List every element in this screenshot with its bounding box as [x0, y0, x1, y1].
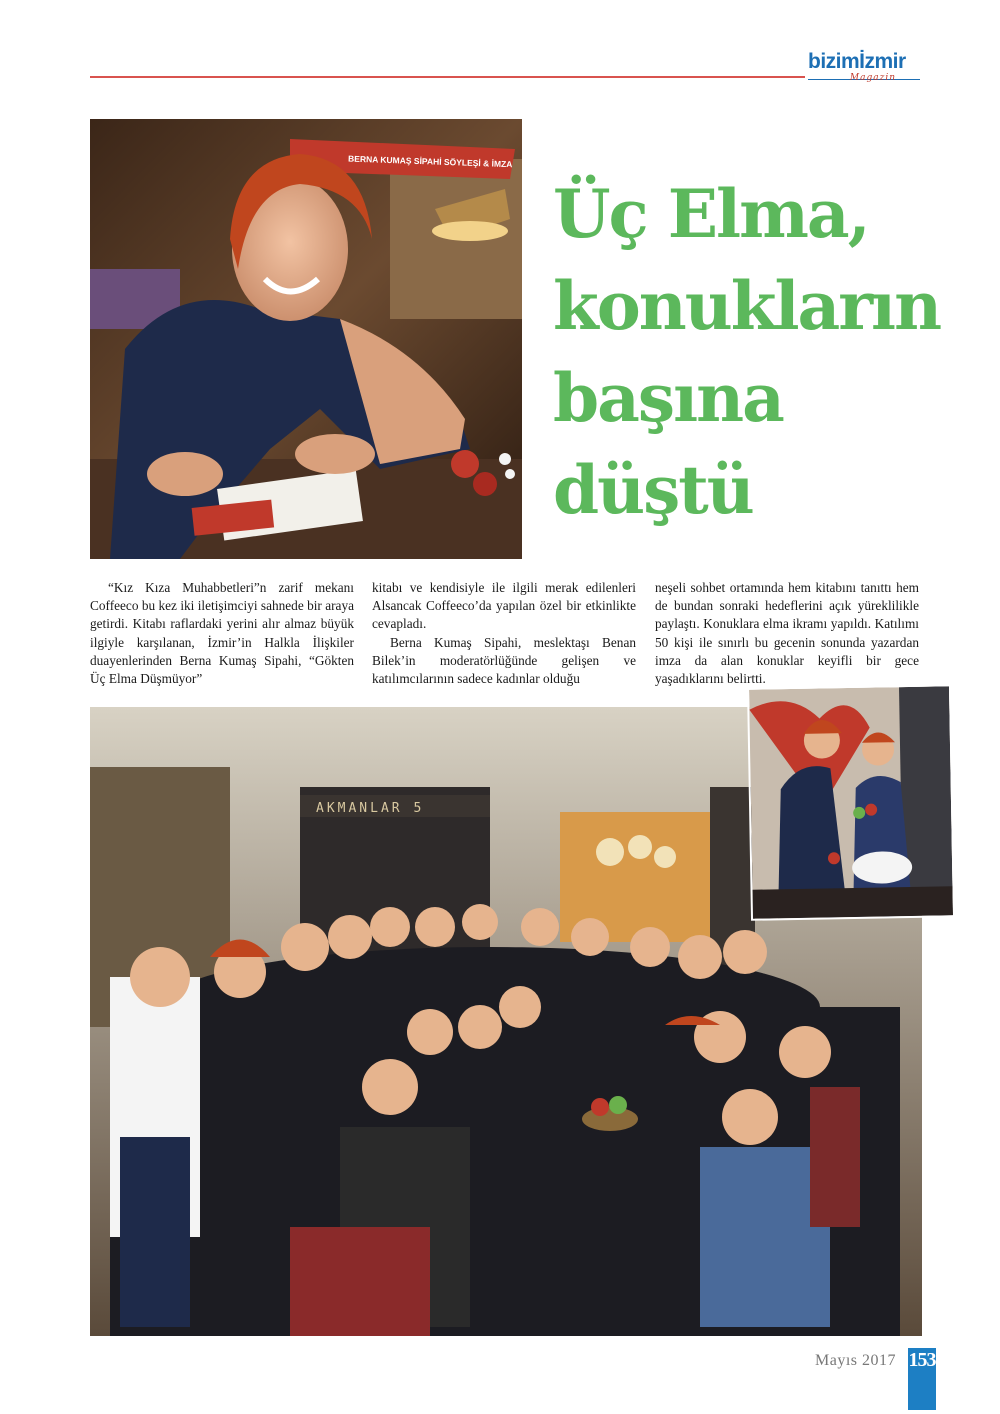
- banner-text: BERNA KUMAŞ SİPAHİ SÖYLEŞİ & İMZA: [347, 153, 513, 170]
- logo-text: bizimİzmir: [808, 50, 906, 73]
- magazine-logo: [808, 50, 926, 90]
- article-column-2: [372, 579, 636, 688]
- headline-line-2: konukların: [553, 267, 941, 345]
- headline-line-4: düştü: [553, 451, 753, 529]
- inset-photo: [747, 684, 955, 921]
- storefront-sign: AKMANLAR 5: [316, 801, 425, 816]
- headline-line-3: başına: [553, 359, 783, 437]
- article-headline: [553, 168, 983, 536]
- logo-subtitle: Magazin: [849, 73, 896, 83]
- article-column-1: [90, 579, 354, 688]
- article-column-3: [655, 579, 919, 688]
- article-paragraph: Berna Kumaş Sipahi, meslektaşı Benan Bilek’in moderatörlüğünde gelişen ve katılımcılarının sadece kadınlar olduğu: [372, 634, 636, 687]
- header-rule: [90, 76, 805, 78]
- article-paragraph: neşeli sohbet ortamında hem kitabını tanıttı hem de bundan sonraki hedeflerini açık yüreklilikle paylaştı. Konuklara elma ikramı yapıldı. Katılımı 50 kişi ile sınırlı bu gecenin sonunda yazardan imza da alan konuklar keyifli bir gece yaşadıklarını belirtti.: [655, 580, 919, 687]
- author-portrait-photo: [90, 119, 522, 559]
- headline-line-1: Üç Elma,: [553, 175, 869, 253]
- issue-date: Mayıs 2017: [815, 1352, 896, 1369]
- page-number: 153: [908, 1349, 936, 1371]
- article-paragraph: kitabı ve kendisiyle ile ilgili merak edilenleri Alsancak Coffeeco’da yapılan özel bir etkinlikte cevapladı.: [372, 580, 636, 632]
- article-paragraph: “Kız Kıza Muhabbetleri”n zarif mekanı Coffeeco bu kez iki iletişimciyi sahnede bir araya getirdi. Kitabı raflardaki yerini alır almaz büyük ilgiyle karşılanan, İzmir’in Halkla İlişkiler duayenlerinden Berna Kumaş Sipahi, “Gökten Üç Elma Düşmüyor”: [90, 580, 354, 687]
